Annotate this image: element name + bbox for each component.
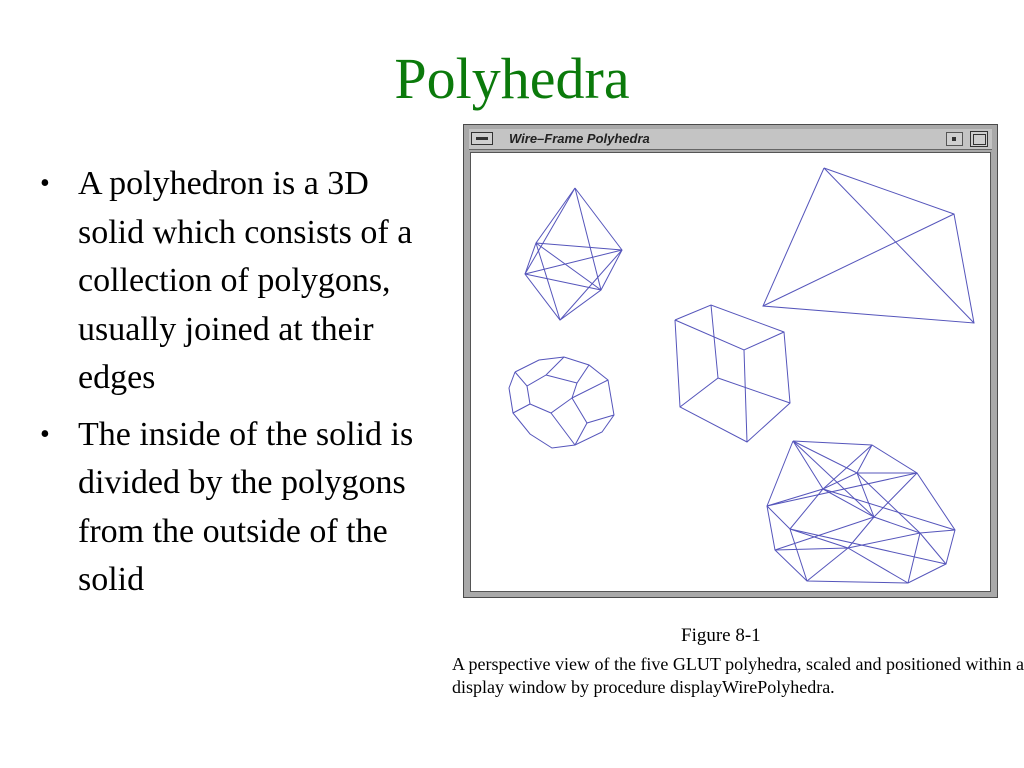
icosahedron-wireframe xyxy=(767,441,955,583)
polyhedra-window xyxy=(463,124,998,598)
bullet-list xyxy=(36,160,436,613)
bullet-dot: • xyxy=(40,418,50,450)
window-menu-button[interactable] xyxy=(471,132,493,145)
slide-title: Polyhedra xyxy=(394,46,630,111)
bullet-item xyxy=(36,160,436,403)
minimize-button[interactable] xyxy=(946,132,963,146)
figure-label: Figure 8-1 xyxy=(681,625,761,646)
maximize-icon xyxy=(973,134,986,145)
menu-bar-icon xyxy=(476,137,488,140)
figure-description: A perspective view of the five GLUT polyhedra, scaled and positioned within a display window by procedure displayWirePolyhedra. xyxy=(452,654,1024,697)
figure-caption xyxy=(452,624,1024,699)
tetrahedron-wireframe xyxy=(763,168,974,323)
dodecahedron-wireframe xyxy=(509,357,614,448)
window-title: Wire–Frame Polyhedra xyxy=(509,131,650,146)
minimize-icon xyxy=(952,137,956,141)
maximize-button[interactable] xyxy=(970,131,988,147)
wireframe-drawing xyxy=(471,153,990,591)
window-titlebar[interactable] xyxy=(469,129,992,150)
octahedron-wireframe xyxy=(525,188,622,320)
render-canvas xyxy=(470,152,991,592)
bullet-item xyxy=(36,411,436,605)
cube-wireframe xyxy=(675,305,790,442)
bullet-text: The inside of the solid is divided by the polygons from the outside of the solid xyxy=(78,415,414,598)
bullet-text: A polyhedron is a 3D solid which consists of a collection of polygons, usually joined at their edges xyxy=(78,165,413,396)
bullet-dot: • xyxy=(40,168,50,199)
